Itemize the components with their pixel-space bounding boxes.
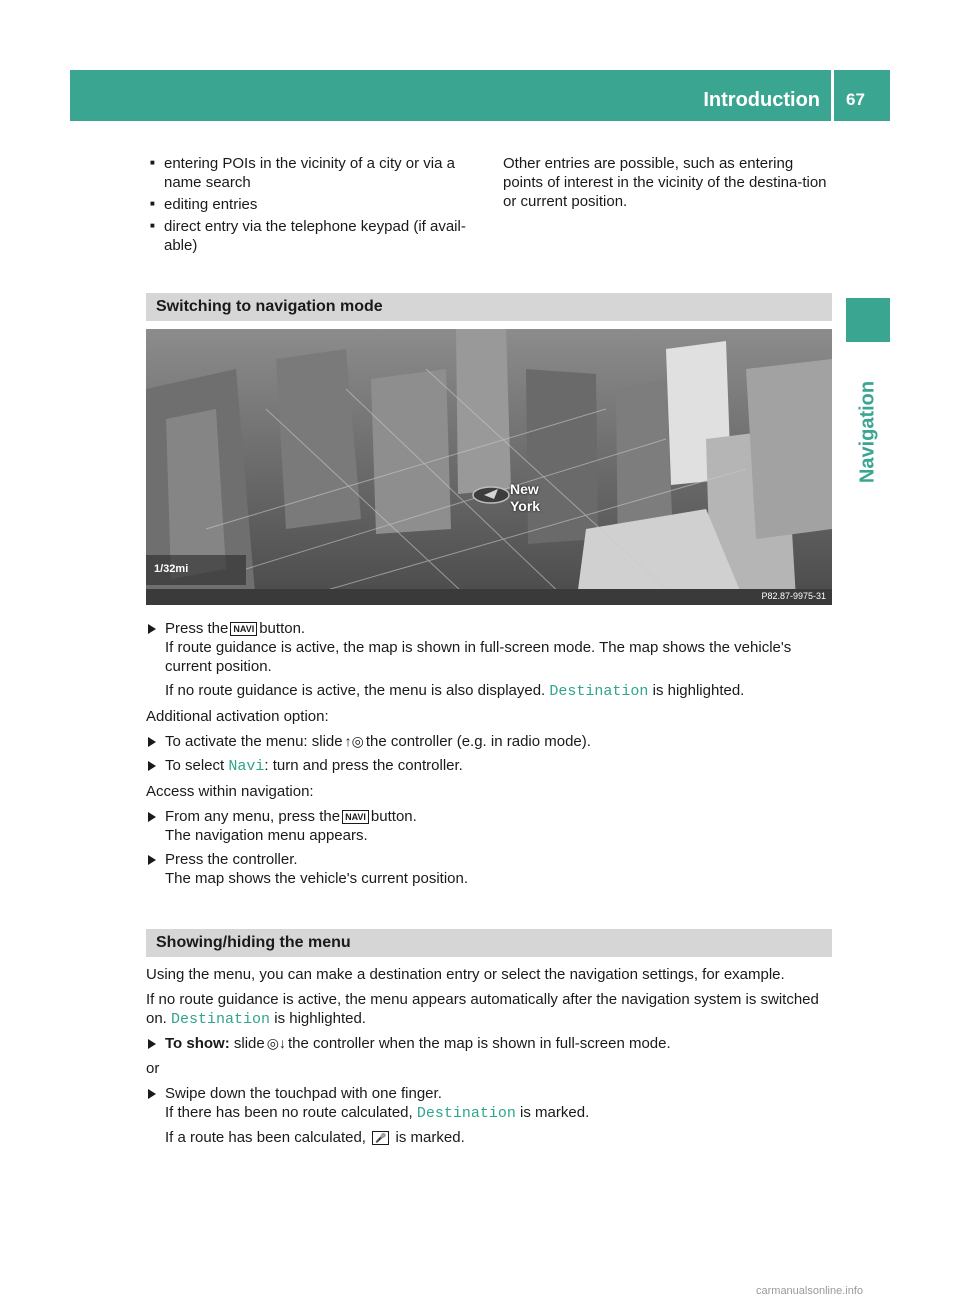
bullet-icon: ■ [150, 199, 155, 208]
controller-slide-up-icon: ↑◎ [344, 733, 364, 749]
list-item: ■ direct entry via the telephone keypad (if avail-able) [150, 218, 466, 254]
map-scale: 1/32mi [154, 563, 189, 575]
step-arrow-icon [148, 1089, 156, 1099]
step-arrow-icon [148, 855, 156, 865]
paragraph: Other entries are possible, such as entering points of interest in the vicinity of the destina-tion or current position. [503, 155, 827, 210]
map-city-label: New York [510, 481, 541, 514]
paragraph: Access within navigation: [146, 783, 314, 800]
navi-key-icon: NAVI [230, 622, 257, 636]
destination-menu-item: Destination [549, 683, 649, 700]
step-arrow-icon [148, 812, 156, 822]
section-heading: Showing/hiding the menu [146, 929, 832, 957]
step-arrow-icon [148, 761, 156, 771]
instruction-step: From any menu, press the NAVI button. The navigation menu appears. [146, 807, 836, 845]
navi-key-icon: NAVI [342, 810, 369, 824]
list-item: ■ editing entries [150, 196, 258, 213]
instruction-step: Swipe down the touchpad with one finger. If there has been no route calculated, Destination is marked. If a route has been calculated, 🎤 is marked. [146, 1084, 836, 1147]
header-divider [831, 70, 834, 121]
step-arrow-icon [148, 624, 156, 634]
paragraph: or [146, 1060, 160, 1077]
instruction-step: Press the controller. The map shows the vehicle's current position. [146, 850, 836, 888]
paragraph: Using the menu, you can make a destination entry or select the navigation settings, for example. [146, 966, 785, 983]
destination-menu-item: Destination [171, 1011, 271, 1028]
section-heading: Switching to navigation mode [146, 293, 832, 321]
voice-control-icon: 🎤 [372, 1131, 389, 1145]
city-map-illustration [146, 329, 832, 605]
top-right-column [503, 154, 828, 211]
list-item: ■ entering POIs in the vicinity of a city or via a name search [150, 155, 455, 191]
page-title: Introduction [703, 89, 820, 111]
page-number: 67 [846, 90, 865, 109]
bullet-icon: ■ [150, 221, 155, 230]
side-tab-text: Navigation [856, 380, 879, 484]
navigation-map-image [146, 329, 832, 605]
paragraph: If no route guidance is active, the menu appears automatically after the navigation system is switched on. Destination is highlighted. [146, 991, 819, 1028]
figure-ref: P82.87-9975-31 [761, 591, 826, 601]
watermark: carmanualsonline.info [756, 1285, 864, 1297]
controller-slide-down-icon: ◎↓ [266, 1035, 286, 1051]
paragraph: Additional activation option: [146, 708, 329, 725]
instruction-step: Press the NAVI button. If route guidance is active, the map is shown in full-screen mode. The map shows the vehicle's current position. If no route guidance is active, the menu is also displayed. Destination is highlighted. [146, 619, 836, 701]
destination-menu-item: Destination [416, 1105, 516, 1122]
side-tab-marker [846, 298, 890, 342]
side-tab-label [834, 362, 902, 502]
navi-menu-item: Navi [228, 758, 265, 775]
step-arrow-icon [148, 737, 156, 747]
instruction-step: To activate the menu: slide ↑◎ the controller (e.g. in radio mode). [146, 732, 836, 751]
bullet-icon: ■ [150, 158, 155, 167]
instruction-step: To select Navi: turn and press the controller. [146, 756, 836, 776]
bullet-list [150, 154, 490, 255]
instruction-step: To show: slide ◎↓ the controller when the map is shown in full-screen mode. [146, 1034, 836, 1053]
top-left-column [150, 154, 490, 258]
step-arrow-icon [148, 1039, 156, 1049]
